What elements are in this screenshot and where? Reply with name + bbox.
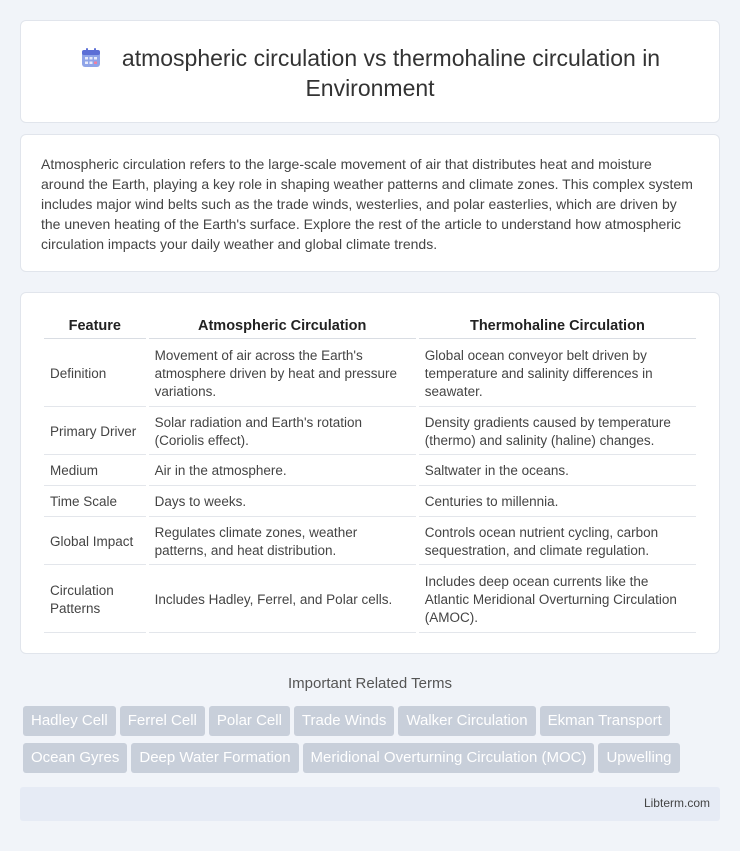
tag-upwelling[interactable]: Upwelling — [598, 743, 679, 773]
tag-trade-winds[interactable]: Trade Winds — [294, 706, 394, 736]
atmospheric-cell: Includes Hadley, Ferrel, and Polar cells. — [149, 567, 416, 633]
feature-cell: Circulation Patterns — [44, 567, 146, 633]
header-feature: Feature — [44, 313, 146, 339]
thermohaline-cell: Controls ocean nutrient cycling, carbon sequestration, and climate regulation. — [419, 519, 696, 565]
thermohaline-cell: Centuries to millennia. — [419, 488, 696, 517]
tag-ocean-gyres[interactable]: Ocean Gyres — [23, 743, 127, 773]
tag-walker-circulation[interactable]: Walker Circulation — [398, 706, 535, 736]
tag-hadley-cell[interactable]: Hadley Cell — [23, 706, 116, 736]
table-header-row — [44, 313, 696, 339]
comparison-table — [41, 311, 699, 635]
title-card — [20, 20, 720, 123]
atmospheric-cell: Days to weeks. — [149, 488, 416, 517]
related-terms-heading: Important Related Terms — [288, 675, 452, 692]
feature-cell: Medium — [44, 457, 146, 486]
tag-deep-water-formation[interactable]: Deep Water Formation — [131, 743, 298, 773]
table-row — [44, 409, 696, 455]
calendar-icon — [80, 47, 102, 69]
related-terms-list — [23, 706, 723, 780]
tag-polar-cell[interactable]: Polar Cell — [209, 706, 290, 736]
feature-cell: Primary Driver — [44, 409, 146, 455]
header-atmospheric: Atmospheric Circulation — [149, 313, 416, 339]
tag-ekman-transport[interactable]: Ekman Transport — [540, 706, 670, 736]
intro-card — [20, 134, 720, 272]
atmospheric-cell: Movement of air across the Earth's atmosphere driven by heat and pressure variations. — [149, 341, 416, 407]
page-title-wrap — [21, 43, 719, 103]
table-row — [44, 519, 696, 565]
header-thermohaline: Thermohaline Circulation — [419, 313, 696, 339]
thermohaline-cell: Global ocean conveyor belt driven by temperature and salinity differences in seawater. — [419, 341, 696, 407]
comparison-card — [20, 292, 720, 654]
thermohaline-cell: Saltwater in the oceans. — [419, 457, 696, 486]
atmospheric-cell: Air in the atmosphere. — [149, 457, 416, 486]
feature-cell: Time Scale — [44, 488, 146, 517]
table-row — [44, 567, 696, 633]
table-row — [44, 488, 696, 517]
table-row — [44, 457, 696, 486]
table-row — [44, 341, 696, 407]
thermohaline-cell: Includes deep ocean currents like the Atlantic Meridional Overturning Circulation (AMOC). — [419, 567, 696, 633]
intro-paragraph: Atmospheric circulation refers to the large-scale movement of air that distributes heat and moisture around the Earth, playing a key role in shaping weather patterns and climate zones. This complex system includes major wind belts such as the trade winds, westerlies, and polar easterlies, which are driven by the uneven heating of the Earth's surface. Explore the rest of the article to understand how atmospheric circulation impacts your daily weather and global climate trends. — [41, 156, 693, 252]
footer-site-link[interactable]: Libterm.com — [643, 796, 710, 810]
footer — [20, 787, 720, 821]
tag-ferrel-cell[interactable]: Ferrel Cell — [120, 706, 205, 736]
tag-meridional-overturning-circulation[interactable]: Meridional Overturning Circulation (MOC) — [303, 743, 595, 773]
thermohaline-cell: Density gradients caused by temperature (thermo) and salinity (haline) changes. — [419, 409, 696, 455]
feature-cell: Definition — [44, 341, 146, 407]
atmospheric-cell: Solar radiation and Earth's rotation (Coriolis effect). — [149, 409, 416, 455]
feature-cell: Global Impact — [44, 519, 146, 565]
page-title: atmospheric circulation vs thermohaline circulation in Environment — [121, 45, 661, 101]
atmospheric-cell: Regulates climate zones, weather patterns, and heat distribution. — [149, 519, 416, 565]
